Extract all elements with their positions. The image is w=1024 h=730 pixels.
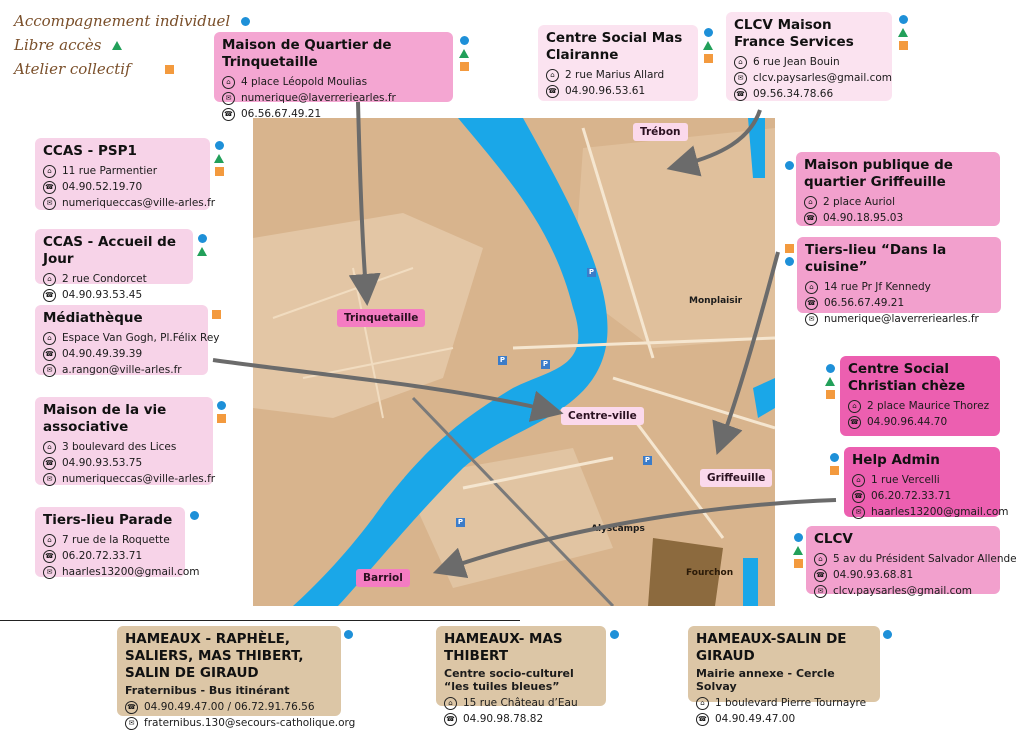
card-address: 2 rue Marius Allard [565, 69, 665, 81]
phone-icon: ☎ [805, 297, 818, 310]
card-symbols [610, 630, 619, 639]
square-icon [217, 414, 226, 423]
parking-icon: P [499, 356, 506, 364]
card-ccas-psp1 [35, 138, 216, 210]
card-title: Maison de la vie associative [43, 402, 167, 435]
dot-icon [785, 257, 794, 266]
map-label-griffeuille: Griffeuille [700, 469, 772, 487]
card-phone: 04.90.96.53.61 [565, 85, 646, 97]
card-address: 1 rue Vercelli [871, 474, 940, 486]
card-address: 2 place Maurice Thorez [867, 400, 990, 412]
house-icon: ⌂ [805, 281, 818, 294]
card-tiers-lieu-parade [35, 507, 200, 578]
phone-icon: ☎ [43, 550, 56, 563]
card-title: CCAS - PSP1 [43, 143, 137, 159]
parking-icon: P [588, 268, 595, 276]
card-title: HAMEAUX- MAS THIBERT [444, 631, 563, 664]
house-icon: ⌂ [546, 69, 559, 82]
square-icon [830, 466, 839, 475]
card-symbols [214, 141, 224, 176]
triangle-icon [793, 546, 803, 555]
map-label-alyscamps: Alyscamps [591, 524, 645, 534]
phone-icon: ☎ [222, 108, 235, 121]
card-clcv-france-services [726, 12, 892, 101]
card-address: 4 place Léopold Moulias [241, 76, 368, 88]
triangle-icon [825, 377, 835, 386]
card-title: Centre Social Mas Clairanne [546, 30, 683, 63]
card-subtitle: Centre socio-culturel “les tuiles bleues” [444, 667, 574, 693]
card-title: Maison publique de quartier Griffeuille [804, 157, 953, 190]
card-email: haarles13200@gmail.com [871, 506, 1009, 518]
card-symbols [344, 630, 353, 639]
map-label-fourchon: Fourchon [686, 568, 734, 578]
email-icon: ✉ [43, 197, 56, 210]
house-icon: ⌂ [804, 196, 817, 209]
email-icon: ✉ [814, 585, 827, 598]
card-title: Centre Social Christian chèze [848, 361, 966, 394]
email-icon: ✉ [734, 72, 747, 85]
legend-label: Accompagnement individuel [14, 12, 231, 30]
square-icon [165, 65, 174, 74]
dot-icon [190, 511, 199, 520]
card-phone: 04.90.93.53.75 [62, 457, 143, 469]
square-icon [460, 62, 469, 71]
house-icon: ⌂ [43, 273, 56, 286]
card-phone: 04.90.93.53.45 [62, 289, 143, 301]
phone-icon: ☎ [43, 348, 56, 361]
card-symbols [190, 511, 199, 520]
phone-icon: ☎ [43, 457, 56, 470]
square-icon [826, 390, 835, 399]
square-icon [212, 310, 221, 319]
card-christian-cheze [840, 356, 1000, 436]
email-icon: ✉ [125, 717, 138, 730]
map-label-centre-ville: Centre-ville [561, 407, 644, 425]
phone-icon: ☎ [696, 713, 709, 726]
card-hameaux-salin [688, 626, 880, 725]
dot-icon [198, 234, 207, 243]
house-icon: ⌂ [848, 400, 861, 413]
card-address: 7 rue de la Roquette [62, 534, 170, 546]
card-symbols [197, 234, 207, 256]
card-clcv [806, 526, 1017, 597]
email-icon: ✉ [805, 313, 818, 326]
card-title: HAMEAUX-SALIN DE GIRAUD [696, 631, 847, 664]
card-email: numerique@laverreriearles.fr [241, 92, 396, 104]
house-icon: ⌂ [43, 165, 56, 178]
card-symbols [883, 630, 892, 639]
square-icon [215, 167, 224, 176]
card-email: numeriqueccas@ville-arles.fr [62, 473, 216, 485]
phone-icon: ☎ [734, 88, 747, 101]
card-title: CLCV [814, 531, 853, 547]
email-icon: ✉ [852, 506, 865, 519]
card-symbols [830, 453, 839, 475]
card-address: 2 place Auriol [823, 196, 896, 208]
legend-accompagnement [14, 12, 250, 30]
card-title: Tiers-lieu Parade [43, 512, 173, 528]
card-email: numerique@laverreriearles.fr [824, 313, 979, 325]
card-address: 3 boulevard des Lices [62, 441, 177, 453]
dot-icon [704, 28, 713, 37]
map-label-trinquetaille: Trinquetaille [337, 309, 425, 327]
card-email: numeriqueccas@ville-arles.fr [62, 197, 216, 209]
card-address: 5 av du Président Salvador Allende [833, 553, 1017, 565]
dot-icon [610, 630, 619, 639]
card-title: Help Admin [852, 452, 940, 468]
phone-icon: ☎ [546, 85, 559, 98]
section-divider [0, 620, 520, 621]
card-symbols [898, 15, 908, 50]
card-email: fraternibus.130@secours-catholique.org [144, 717, 356, 729]
phone-icon: ☎ [804, 212, 817, 225]
card-email: clcv.paysarles@gmail.com [833, 585, 973, 597]
dot-icon [794, 533, 803, 542]
phone-icon: ☎ [444, 713, 457, 726]
card-tiers-lieu-cuisine [797, 237, 1001, 325]
map-label-trebon: Trébon [633, 123, 688, 141]
legend-label: Atelier collectif [14, 60, 131, 78]
house-icon: ⌂ [43, 332, 56, 345]
card-phone: 09.56.34.78.66 [753, 88, 834, 100]
card-phone: 04.90.49.39.39 [62, 348, 143, 360]
phone-icon: ☎ [814, 569, 827, 582]
card-symbols [793, 533, 803, 568]
triangle-icon [703, 41, 713, 50]
parking-icon: P [542, 360, 549, 368]
dot-icon [826, 364, 835, 373]
card-phone: 06.56.67.49.21 [824, 297, 905, 309]
card-phone: 06.20.72.33.71 [871, 490, 952, 502]
triangle-icon [197, 247, 207, 256]
card-symbols [785, 244, 794, 266]
house-icon: ⌂ [43, 441, 56, 454]
card-symbols [825, 364, 835, 399]
card-mediatheque [35, 305, 220, 376]
card-symbols [212, 310, 221, 319]
card-subtitle: Mairie annexe - Cercle Solvay [696, 667, 835, 693]
dot-icon [830, 453, 839, 462]
email-icon: ✉ [43, 473, 56, 486]
email-icon: ✉ [43, 566, 56, 579]
triangle-icon [459, 49, 469, 58]
card-subtitle: Fraternibus - Bus itinérant [125, 684, 290, 697]
card-trinquetaille [214, 32, 453, 120]
phone-icon: ☎ [848, 416, 861, 429]
house-icon: ⌂ [696, 697, 709, 710]
city-map [253, 118, 775, 606]
card-address: Espace Van Gogh, Pl.Félix Rey [62, 332, 220, 344]
card-hameaux-fraternibus [117, 626, 356, 729]
card-address: 2 rue Condorcet [62, 273, 147, 285]
parking-icon: P [457, 518, 464, 526]
card-title: HAMEAUX - RAPHÈLE, SALIERS, MAS THIBERT, SALIN DE GIRAUD [125, 631, 304, 681]
triangle-icon [112, 41, 122, 50]
card-title: Tiers-lieu “Dans la cuisine” [805, 242, 947, 275]
email-icon: ✉ [43, 364, 56, 377]
card-symbols [785, 161, 794, 170]
card-title: Maison de Quartier de Trinquetaille [222, 37, 392, 70]
card-title: Médiathèque [43, 310, 143, 326]
map-graphic [253, 118, 775, 606]
house-icon: ⌂ [444, 697, 457, 710]
card-mas-clairanne [538, 25, 698, 101]
legend-label: Libre accès [14, 36, 102, 54]
square-icon [785, 244, 794, 253]
phone-icon: ☎ [43, 289, 56, 302]
dot-icon [217, 401, 226, 410]
phone-icon: ☎ [125, 701, 138, 714]
card-phone: 04.90.98.78.82 [463, 713, 544, 725]
phone-icon: ☎ [852, 490, 865, 503]
legend-libre-acces [14, 36, 122, 54]
phone-icon: ☎ [43, 181, 56, 194]
card-symbols [703, 28, 713, 63]
card-title: CCAS - Accueil de Jour [43, 234, 176, 267]
dot-icon [344, 630, 353, 639]
map-label-barriol: Barriol [356, 569, 410, 587]
triangle-icon [898, 28, 908, 37]
house-icon: ⌂ [852, 474, 865, 487]
card-symbols [217, 401, 226, 423]
card-address: 11 rue Parmentier [62, 165, 158, 177]
triangle-icon [214, 154, 224, 163]
card-address: 1 boulevard Pierre Tournayre [715, 697, 867, 709]
card-email: a.rangon@ville-arles.fr [62, 364, 182, 376]
house-icon: ⌂ [222, 76, 235, 89]
card-phone: 04.90.93.68.81 [833, 569, 914, 581]
card-vie-associative [35, 397, 216, 485]
card-griffeuille [796, 152, 1000, 226]
card-phone: 04.90.96.44.70 [867, 416, 948, 428]
square-icon [794, 559, 803, 568]
card-help-admin [844, 447, 1009, 518]
map-label-monplaisir: Monplaisir [689, 296, 743, 306]
house-icon: ⌂ [43, 534, 56, 547]
legend-atelier [14, 60, 174, 78]
card-phone: 06.20.72.33.71 [62, 550, 143, 562]
card-title: CLCV Maison France Services [734, 17, 854, 50]
dot-icon [460, 36, 469, 45]
card-phone: 04.90.49.47.00 [715, 713, 796, 725]
card-symbols [459, 36, 469, 71]
parking-icon: P [644, 456, 651, 464]
house-icon: ⌂ [814, 553, 827, 566]
card-address: 6 rue Jean Bouin [753, 56, 840, 68]
card-phone: 04.90.18.95.03 [823, 212, 904, 224]
square-icon [704, 54, 713, 63]
dot-icon [215, 141, 224, 150]
card-address: 14 rue Pr Jf Kennedy [824, 281, 931, 293]
dot-icon [241, 17, 250, 26]
card-email: clcv.paysarles@gmail.com [753, 72, 893, 84]
card-phone: 04.90.52.19.70 [62, 181, 143, 193]
dot-icon [785, 161, 794, 170]
card-address: 15 rue Château d’Eau [463, 697, 578, 709]
email-icon: ✉ [222, 92, 235, 105]
card-ccas-accueil-jour [35, 229, 193, 301]
house-icon: ⌂ [734, 56, 747, 69]
card-email: haarles13200@gmail.com [62, 566, 200, 578]
card-hameaux-mas-thibert [436, 626, 606, 725]
card-phone: 04.90.49.47.00 / 06.72.91.76.56 [144, 701, 315, 713]
dot-icon [899, 15, 908, 24]
dot-icon [883, 630, 892, 639]
card-phone: 06.56.67.49.21 [241, 108, 322, 120]
square-icon [899, 41, 908, 50]
